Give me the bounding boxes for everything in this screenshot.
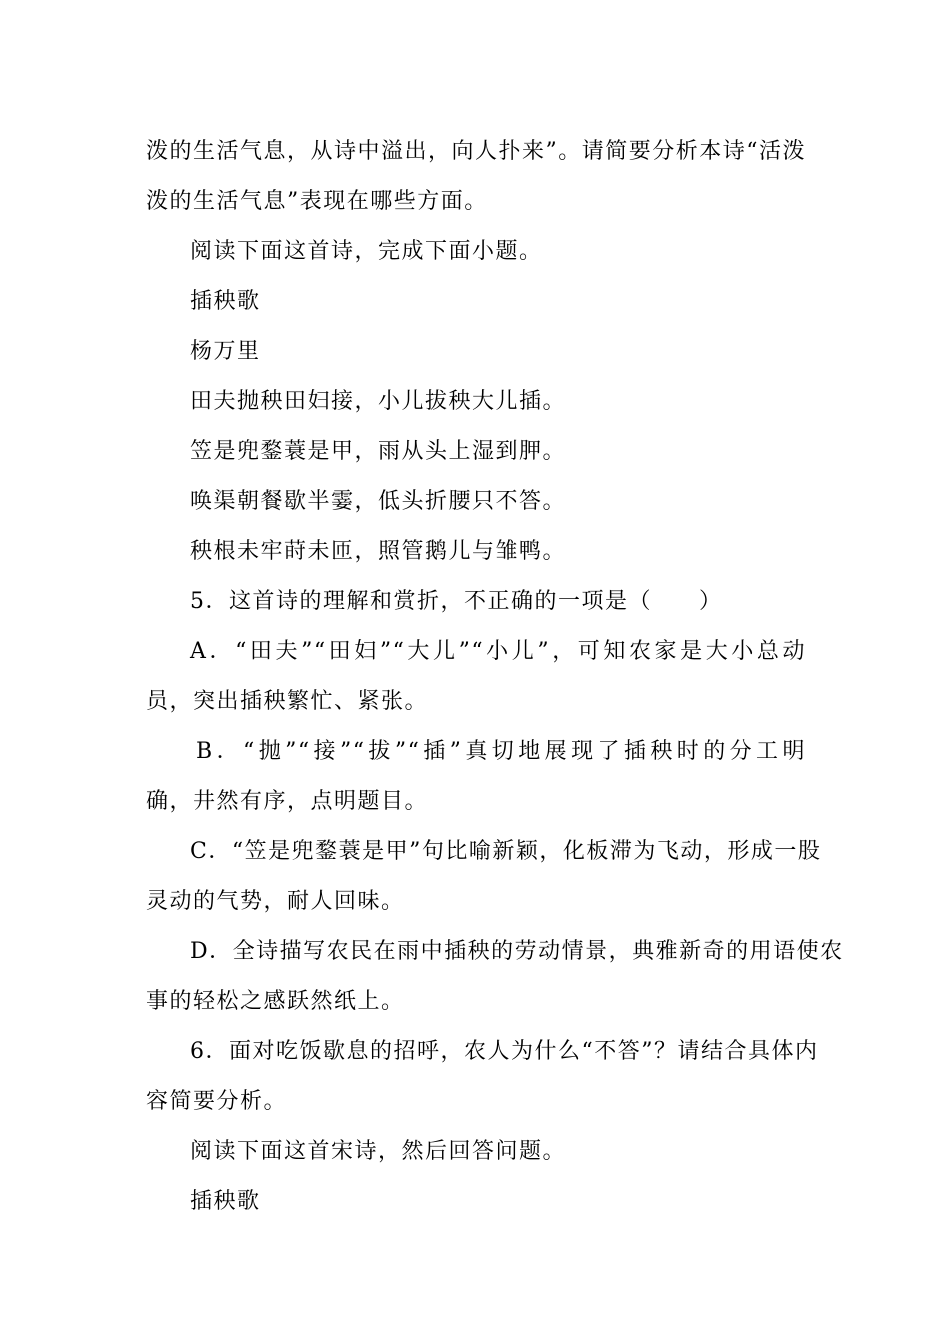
poem-author: 杨万里 <box>190 339 261 364</box>
reading-instruction-2: 阅读下面这首宋诗，然后回答问题。 <box>190 1139 567 1164</box>
poem-line-3: 唤渠朝餐歇半霎，低头折腰只不答。 <box>190 489 567 514</box>
poem-title-2: 插秧歌 <box>190 1189 261 1214</box>
text-line-previous-question-part-2: 泼的生活气息”表现在哪些方面。 <box>146 189 488 214</box>
question-5: 5．这首诗的理解和赏折，不正确的一项是（ ） <box>190 589 723 614</box>
question-6-line-1: 6．面对吃饭歇息的招呼，农人为什么“不答”？请结合具体内 <box>190 1039 819 1064</box>
option-b-line-1: B．“抛”“接”“拔”“插”真切地展现了插秧时的分工明 <box>196 739 806 764</box>
poem-title: 插秧歌 <box>190 289 261 314</box>
option-b-line-2: 确，井然有序，点明题目。 <box>146 789 429 814</box>
poem-line-2: 笠是兜鍪蓑是甲，雨从头上湿到胛。 <box>190 439 567 464</box>
option-d-line-2: 事的轻松之感跃然纸上。 <box>146 989 405 1014</box>
reading-instruction: 阅读下面这首诗，完成下面小题。 <box>190 239 543 264</box>
poem-line-1: 田夫抛秧田妇接，小儿拔秧大儿插。 <box>190 389 567 414</box>
poem-line-4: 秧根未牢莳未匝，照管鹅儿与雏鸭。 <box>190 539 567 564</box>
option-c-line-1: C．“笠是兜鍪蓑是甲”句比喻新颖，化板滞为飞动，形成一股 <box>190 839 822 864</box>
option-a-line-2: 员，突出插秧繁忙、紧张。 <box>146 689 429 714</box>
option-a-line-1: A．“田夫”“田妇”“大儿”“小儿”，可知农家是大小总动 <box>190 639 806 664</box>
question-6-line-2: 容简要分析。 <box>146 1089 288 1114</box>
option-c-line-2: 灵动的气势，耐人回味。 <box>146 889 405 914</box>
option-d-line-1: D．全诗描写农民在雨中插秧的劳动情景，典雅新奇的用语使农 <box>190 939 844 964</box>
text-line-previous-question-part-1: 泼的生活气息，从诗中溢出，向人扑来”。请简要分析本诗“活泼 <box>146 139 806 164</box>
